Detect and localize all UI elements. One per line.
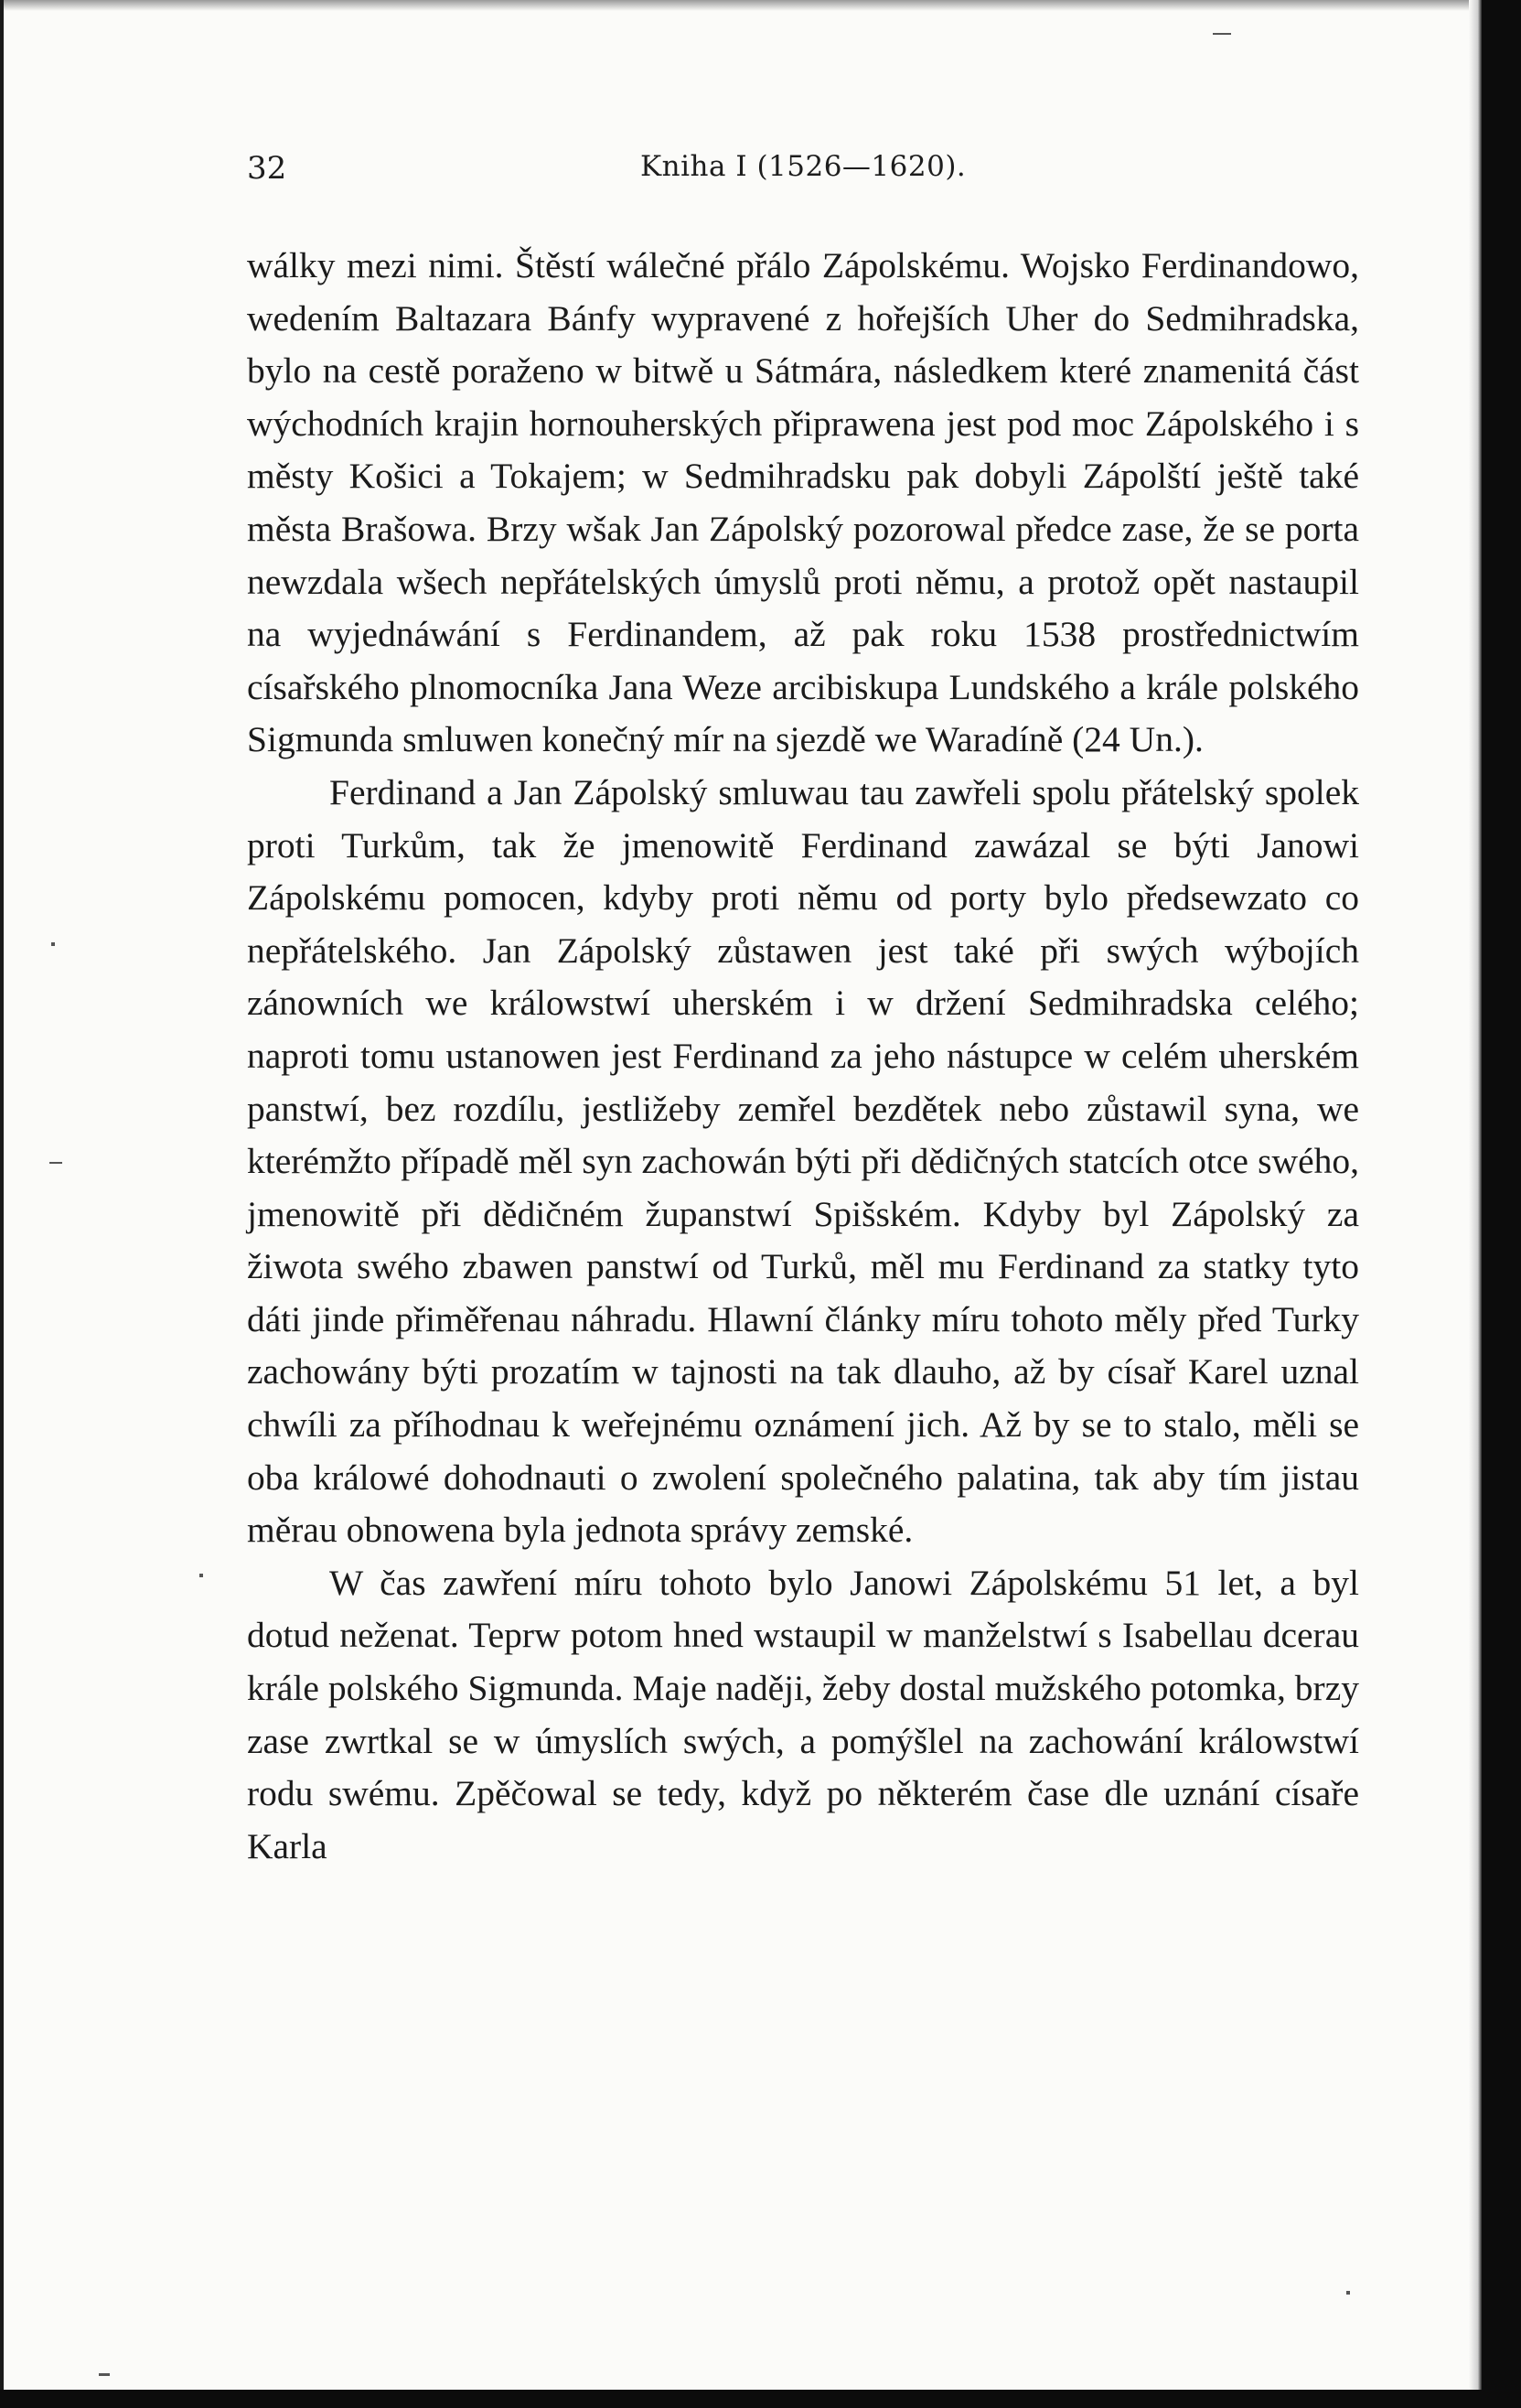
page-number: 32	[247, 150, 287, 187]
paragraph-3: W čas zawření míru tohoto bylo Janowi Zápolskému 51 let, a byl dotud neženat. Teprw potom hned wstaupil w manželstwí s Isabellau dcerau krále polského Sigmunda. Maje naději, žeby dostal mužského potomka, brzy zase zwrtkal se w úmyslích swých, a pomýšlel na zachowání králowstwí rodu swému. Zpěčowal se tedy, když po některém čase dle uznání císaře Karla	[247, 1562, 1359, 1866]
body-text	[247, 240, 1359, 1873]
paragraph-2: Ferdinand a Jan Zápolský smluwau tau zawřeli spolu přátelský spolek proti Turkům, tak že jmenowitě Ferdinand zawázal se býti Janowi Zápolskému pomocen, kdyby proti němu od porty bylo předsewzato co nepřátelského. Jan Zápolský zůstawen jest také při swých wýbojích zánowních we králowstwí uherském i w držení Sedmihradska celého; naproti tomu ustanowen jest Ferdinand za jeho nástupce w celém uherském panstwí, bez rozdílu, jestližeby zemřel bezdětek nebo zůstawil syna, we kterémžto případě měl syn zachowán býti při dědičných statcích otce swého, jmenowitě při dědičném županstwí Spišském. Kdyby byl Zápolský za žiwota swého zbawen panstwí od Turků, měl mu Ferdinand za statky tyto dáti jinde přiměřenau náhradu. Hlawní články míru tohoto měly před Turky zachowány býti prozatím w tajnosti na tak dlauho, až by císař Karel uznal chwíli za příhodnau k weřejnému oznámení jich. Až by se to stalo, měli se oba králowé dohodnauti o zwolení společného palatina, tak aby tím jistau měrau obnowena byla jednota správy zemské.	[247, 771, 1359, 1551]
margin-speck	[1346, 2291, 1350, 2295]
scan-border-bottom	[0, 2390, 1521, 2408]
margin-speck	[49, 1162, 62, 1164]
margin-speck	[99, 2373, 110, 2376]
margin-speck	[1213, 33, 1231, 35]
margin-speck	[199, 1574, 203, 1577]
scan-border-right	[1482, 0, 1521, 2408]
page-header	[247, 150, 1359, 194]
margin-speck	[51, 942, 55, 946]
page-right-shadow	[1469, 0, 1482, 2408]
paragraph-1: wálky mezi nimi. Štěstí wálečné přálo Zápolskému. Wojsko Ferdinandowo, wedením Baltazara Bánfy wypravené z hořejších Uher do Sedmihradska, bylo na cestě poraženo w bitwě u Sátmára, následkem které znamenitá část wýchodních krajin hornouherských připrawena jest pod moc Zápolského i s městy Košici a Tokajem; w Sedmihradsku pak dobyli Zápolští ještě také města Brašowa. Brzy wšak Jan Zápolský pozorowal předce zase, že se porta newzdala wšech nepřátelských úmyslů proti němu, a protož opět nastaupil na wyjednáwání s Ferdinandem, až pak roku 1538 prostřednictwím císařského plnomocníka Jana Weze arcibiskupa Lundského a krále polského Sigmunda smluwen konečný mír na sjezdě we Waradíně (24 Un.).	[247, 245, 1359, 760]
page-top-shadow	[4, 0, 1485, 11]
running-title: Kniha I (1526—1620).	[640, 150, 967, 183]
